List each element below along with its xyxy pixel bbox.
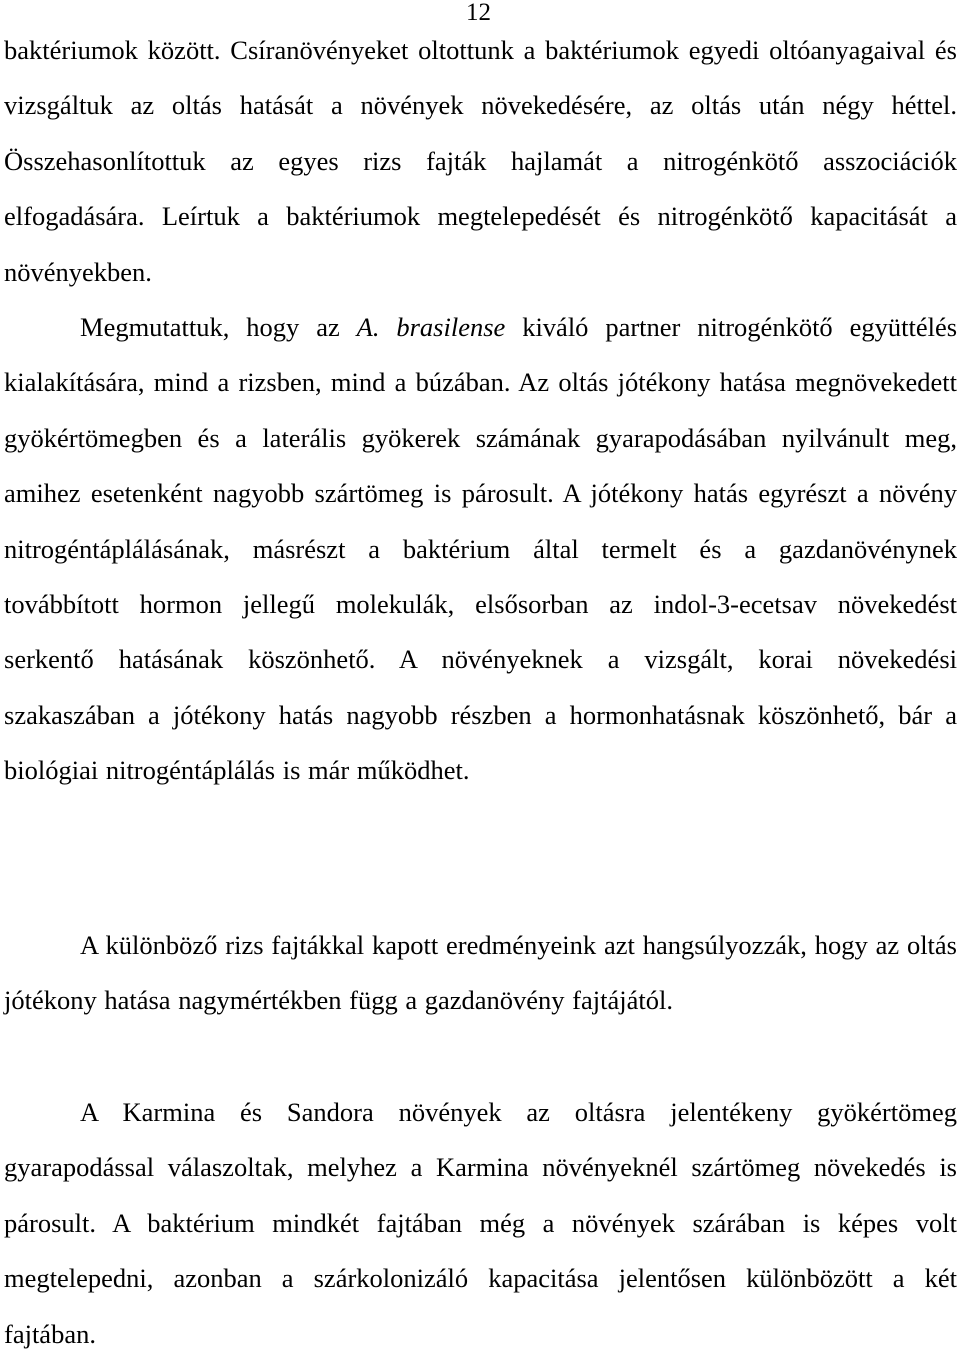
paragraph-4: A Karmina és Sandora növények az oltásra jelentékeny gyökértömeg gyarapodással válaszoltak, melyhez a Karmina növényeknél szártömeg növekedés is párosult. A baktérium mindkét fajtában még a növények szárában is képes volt megtelepedni, azonban a szárkolonizáló kapacitása jelentősen különbözött a két fajtában. <box>4 1097 957 1349</box>
paragraph-2-after: kiváló partner nitrogénkötő együttélés kialakítására, mind a rizsben, mind a búzában. Az oltás jótékony hatása megnövekedett gyökértömegben és a laterális gyökerek számának gyarapodásában nyilvánult meg, amihez esetenként nagyobb szártömeg is párosult. A jótékony hatás egyrészt a növény nitrogéntáplálásának, másrészt a baktérium által termelt és a gazdanövénynek továbbított hormon jellegű molekulák, elsősorban az indol-3-ecetsav növekedést serkentő hatásának köszönhető. A növényeknek a vizsgált, korai növekedési szakaszában a jótékony hatás nagyobb részben a hormonhatásnak köszönhető, bár a biológiai nitrogéntáplálás is már működhet. <box>4 312 958 786</box>
paragraph-1: baktériumok között. Csíranövényeket oltottunk a baktériumok egyedi oltóanyagaival és vizsgáltuk az oltás hatását a növények növekedésére, az oltás után négy héttel. Összehasonlítottuk az egyes rizs fajták hajlamát a nitrogénkötő asszociációk elfogadására. Leírtuk a baktériumok megtelepedését és nitrogénkötő kapacitását a növényekben. <box>4 35 957 287</box>
paragraph-2-before: Megmutattuk, hogy az <box>80 312 357 342</box>
species-name: A. brasilense <box>356 312 506 342</box>
paragraph-2 <box>4 300 957 799</box>
page-number: 12 <box>466 0 491 26</box>
paragraph-3: A különböző rizs fajtákkal kapott eredményeink azt hangsúlyozzák, hogy az oltás jótékony hatása nagymértékben függ a gazdanövény fajtájától. <box>4 930 957 1016</box>
